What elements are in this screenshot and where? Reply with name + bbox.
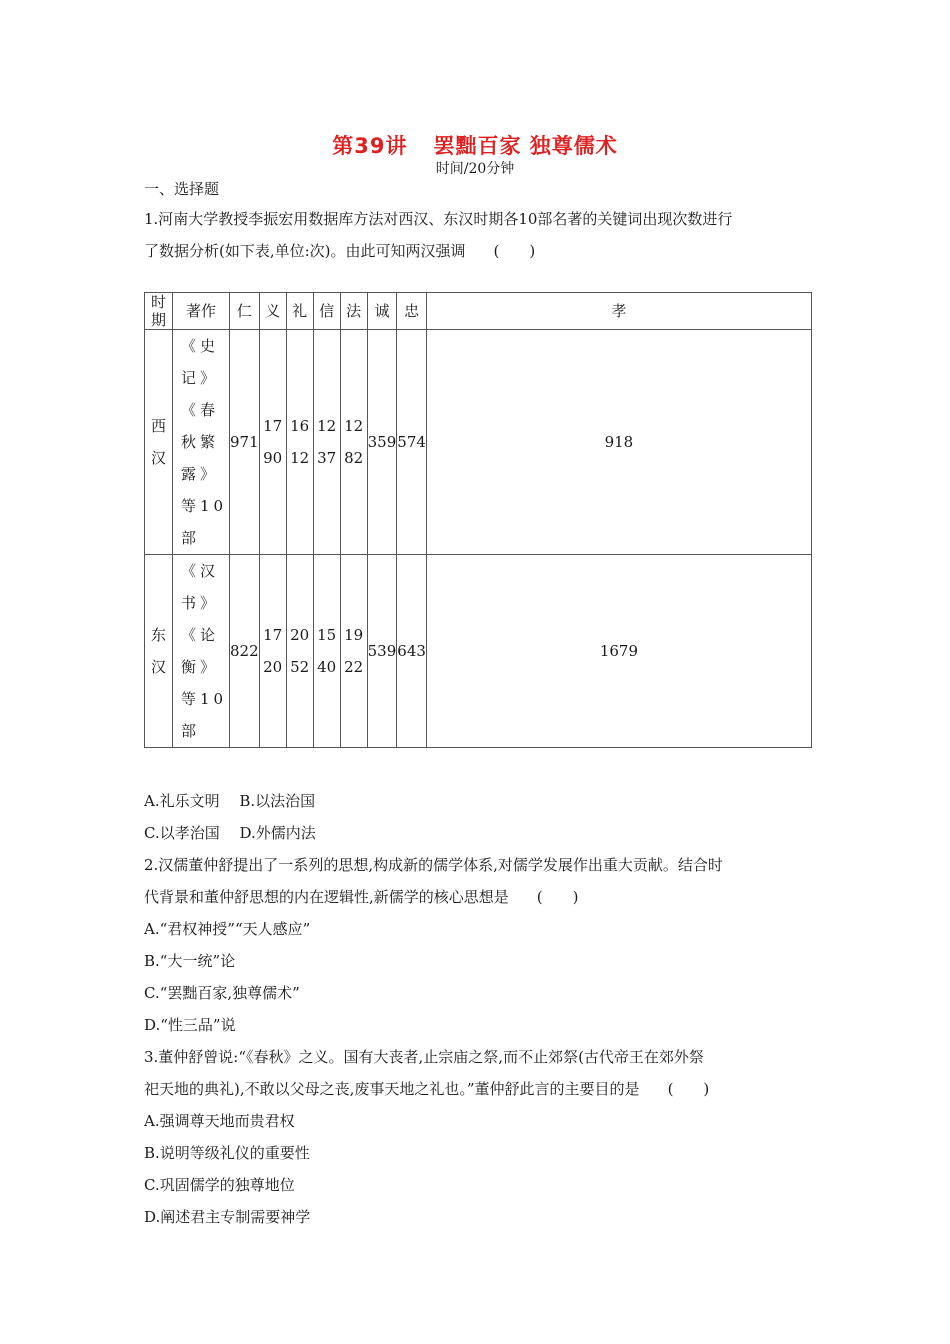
- value-cell: 539: [367, 555, 397, 748]
- value-cell: 971: [230, 330, 260, 555]
- table-row: [145, 555, 812, 748]
- value-cell: 1282: [340, 330, 367, 555]
- value-cell: 643: [397, 555, 427, 748]
- period-cell: 东汉: [145, 555, 173, 748]
- section-heading: 一、选择题: [144, 180, 220, 198]
- value-cell: 574: [397, 330, 427, 555]
- q2-option-b: B.“大一统”论: [144, 952, 236, 970]
- value-cell: 1679: [426, 555, 811, 748]
- q1-answer-blank: ( ): [493, 242, 536, 260]
- value-cell: 1237: [313, 330, 340, 555]
- q1-options-ab: A.礼乐文明 B.以法治国: [144, 792, 316, 810]
- lesson-number: 第39讲: [332, 134, 408, 158]
- q2-stem-line1: 2.汉儒董仲舒提出了一系列的思想,构成新的儒学体系,对儒学发展作出重大贡献。结合时: [144, 856, 723, 874]
- header-cell: 法: [340, 293, 367, 330]
- q3-option-b: B.说明等级礼仪的重要性: [144, 1144, 310, 1162]
- header-cell: 忠: [397, 293, 427, 330]
- works-cell: 《史记》《春秋繁露》等10部: [173, 330, 230, 555]
- time-limit: 时间/20分钟: [435, 161, 515, 177]
- table-header-row: [145, 293, 812, 330]
- value-cell: 822: [230, 555, 260, 748]
- q3-stem-line1: 3.董仲舒曾说:“《春秋》之义。国有大丧者,止宗庙之祭,而不止郊祭(古代帝王在郊外祭: [144, 1048, 704, 1066]
- value-cell: 1612: [286, 330, 313, 555]
- q2-stem-text: 代背景和董仲舒思想的内在逻辑性,新儒学的核心思想是: [144, 888, 509, 906]
- value-cell: 1540: [313, 555, 340, 748]
- q1-options-cd: C.以孝治国 D.外儒内法: [144, 824, 316, 842]
- value-cell: 918: [426, 330, 811, 555]
- q1-stem-text: 了数据分析(如下表,单位:次)。由此可知两汉强调: [144, 242, 466, 260]
- value-cell: 2052: [286, 555, 313, 748]
- q3-option-c: C.巩固儒学的独尊地位: [144, 1176, 295, 1194]
- header-cell: 时期: [145, 293, 173, 330]
- header-cell: 仁: [230, 293, 260, 330]
- header-cell: 礼: [286, 293, 313, 330]
- value-cell: 1922: [340, 555, 367, 748]
- header-cell: 孝: [426, 293, 811, 330]
- header-cell: 著作: [173, 293, 230, 330]
- q1-stem-line2: [144, 241, 535, 261]
- keyword-frequency-table: [144, 292, 812, 748]
- q2-option-d: D.“性三品”说: [144, 1016, 236, 1034]
- q1-stem-line1: 1.河南大学教授李振宏用数据库方法对西汉、东汉时期各10部名著的关键词出现次数进行: [144, 210, 733, 228]
- works-cell: 《汉书》《论衡》等10部: [173, 555, 230, 748]
- q2-stem-line2: [144, 887, 579, 907]
- q2-option-a: A.“君权神授”“天人感应”: [144, 920, 311, 938]
- q3-answer-blank: ( ): [667, 1080, 710, 1098]
- lesson-topic: 罢黜百家 独尊儒术: [433, 134, 618, 158]
- header-cell: 信: [313, 293, 340, 330]
- value-cell: 1720: [259, 555, 286, 748]
- page-title: [0, 130, 950, 160]
- header-cell: 义: [259, 293, 286, 330]
- q2-answer-blank: ( ): [536, 888, 579, 906]
- q3-stem-text: 祀天地的典礼),不敢以父母之丧,废事天地之礼也。”董仲舒此言的主要目的是: [144, 1080, 640, 1098]
- q3-option-a: A.强调尊天地而贵君权: [144, 1112, 295, 1130]
- table-row: [145, 330, 812, 555]
- value-cell: 359: [367, 330, 397, 555]
- header-cell: 诚: [367, 293, 397, 330]
- q3-stem-line2: [144, 1079, 709, 1099]
- value-cell: 1790: [259, 330, 286, 555]
- period-cell: 西汉: [145, 330, 173, 555]
- q3-option-d: D.阐述君主专制需要神学: [144, 1208, 311, 1226]
- q2-option-c: C.“罢黜百家,独尊儒术”: [144, 984, 300, 1002]
